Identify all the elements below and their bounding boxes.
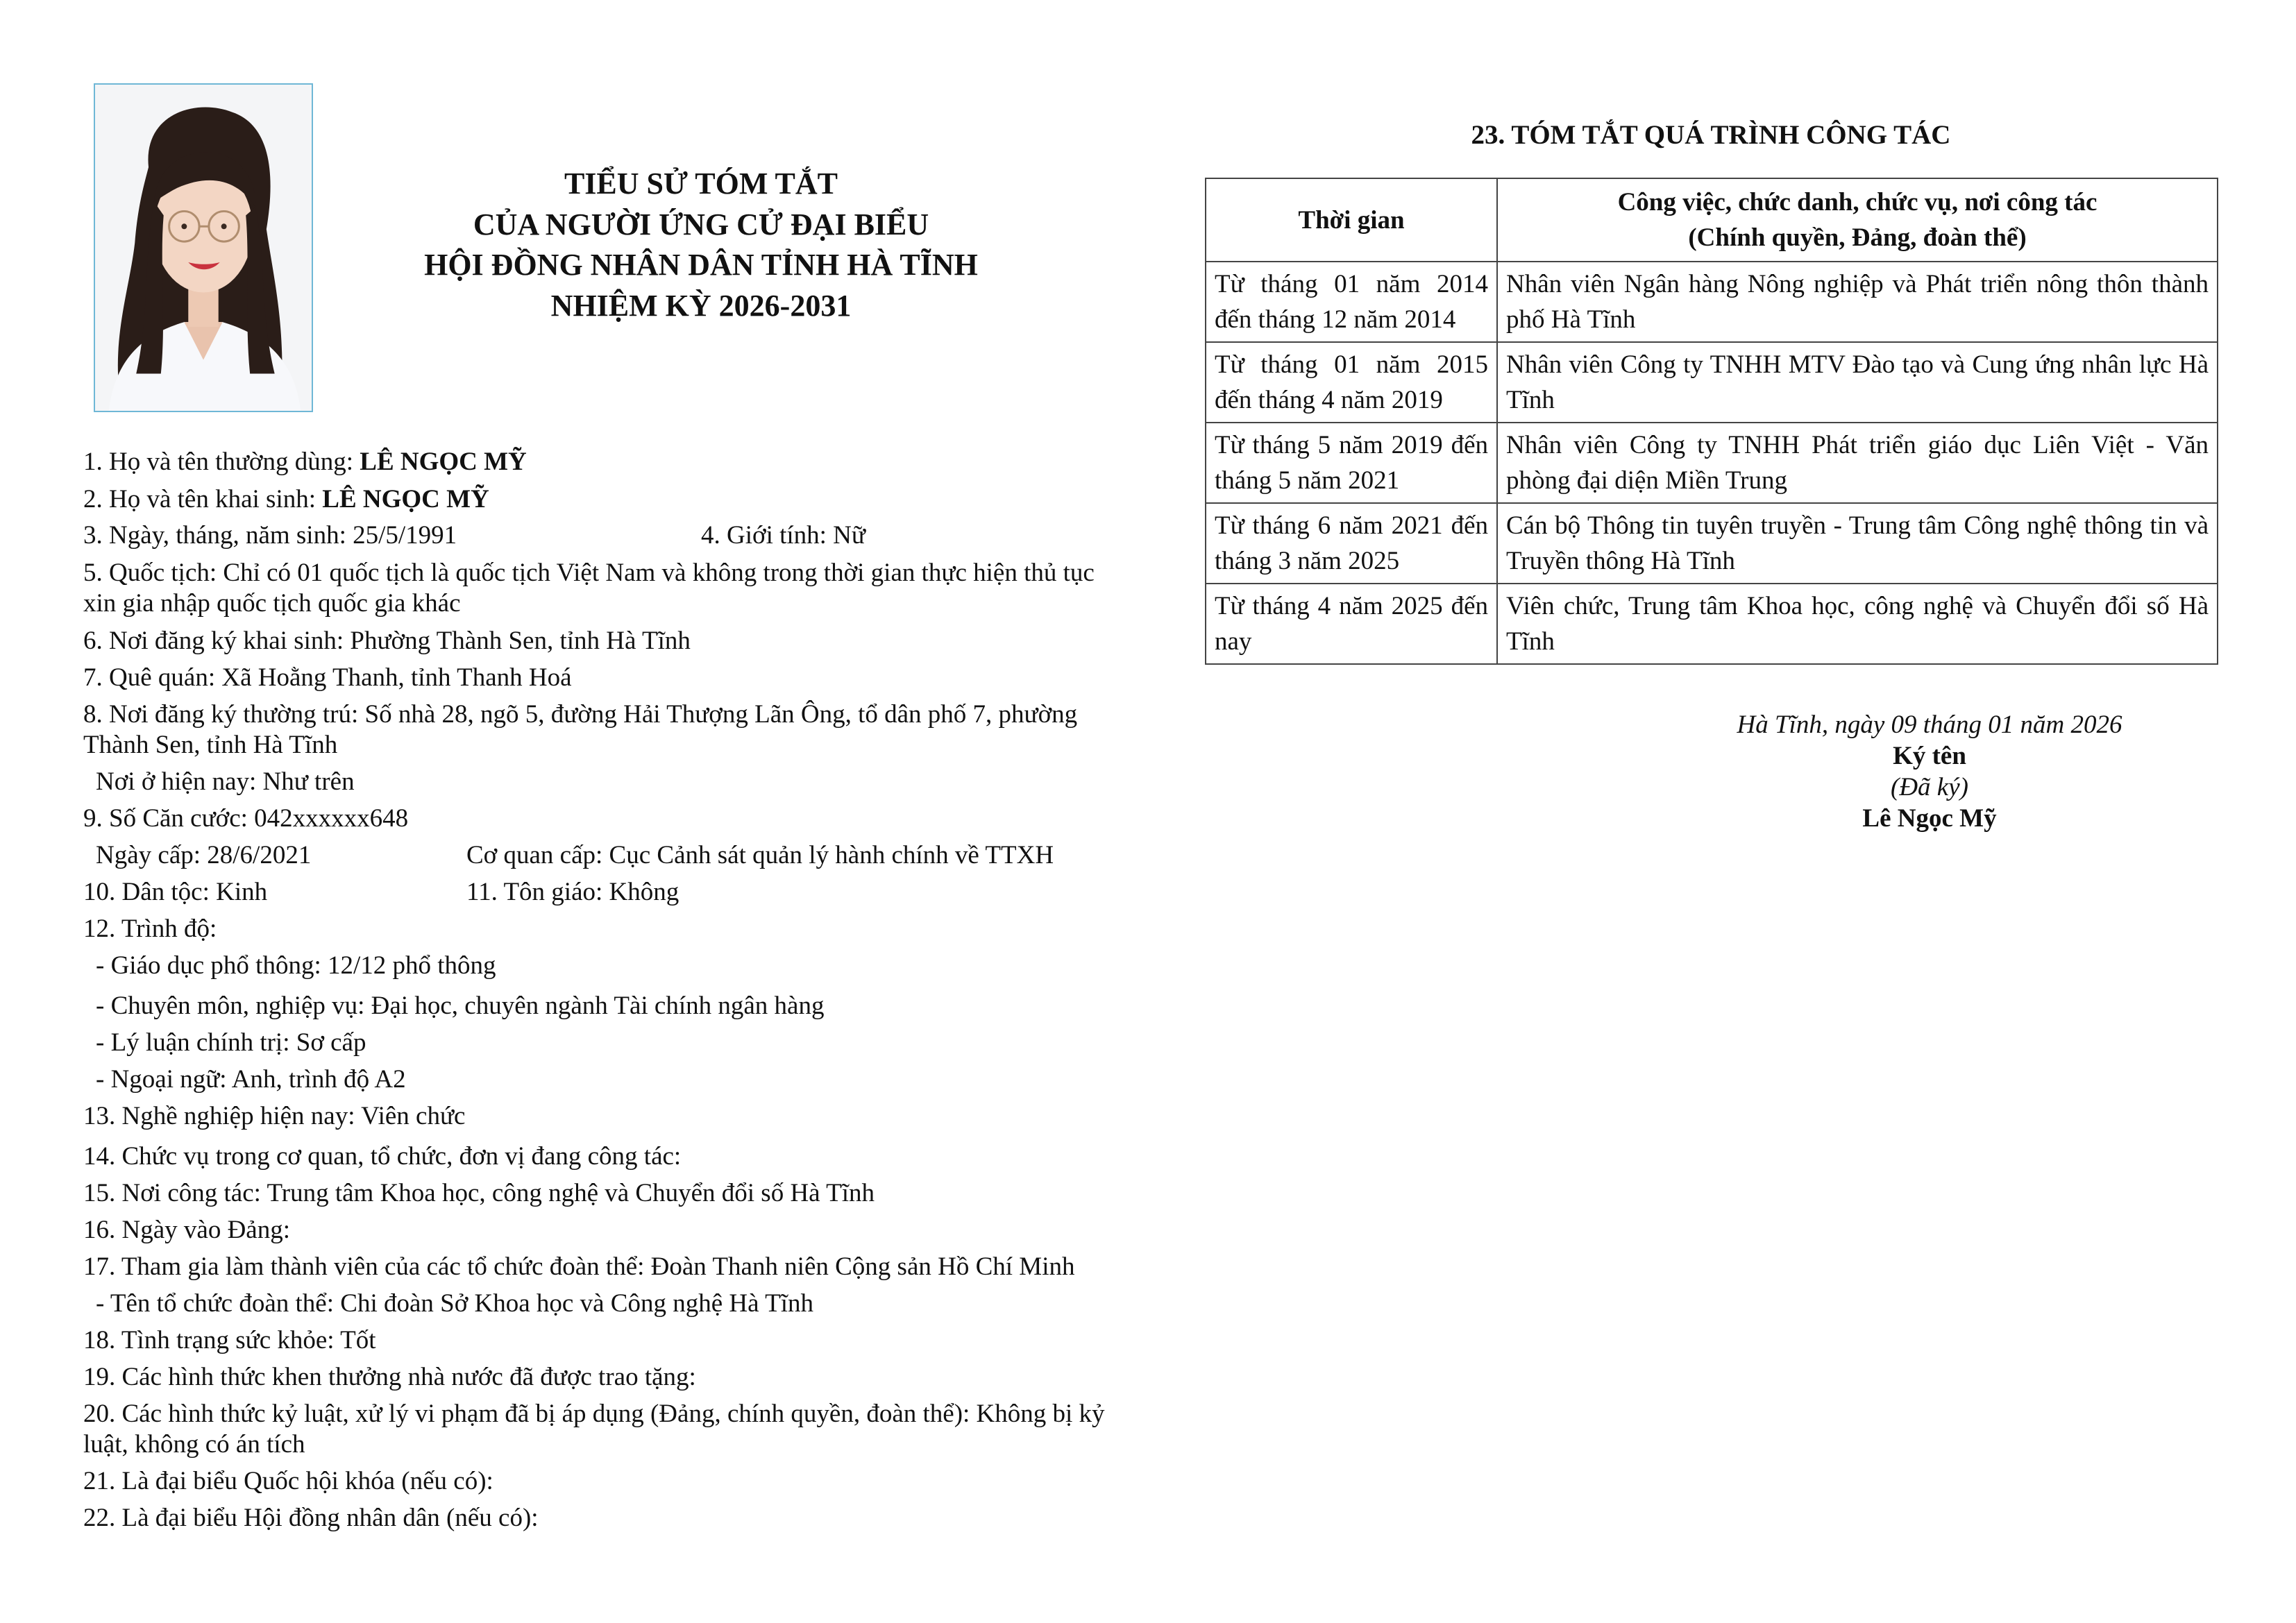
heading-line-1: TIỂU SỬ TÓM TẮT — [564, 167, 838, 201]
info-education-professional: - Chuyên môn, nghiệp vụ: Đại học, chuyên ngành Tài chính ngân hàng — [96, 992, 825, 1020]
info-religion: 11. Tôn giáo: Không — [466, 878, 679, 906]
info-common-name-value: LÊ NGỌC MỸ — [360, 448, 527, 476]
info-dob: 3. Ngày, tháng, năm sinh: 25/5/1991 — [83, 521, 457, 550]
signature-place-date: Hà Tĩnh, ngày 09 tháng 01 năm 2026 — [1737, 711, 2122, 739]
info-birth-name-value: LÊ NGỌC MỸ — [322, 485, 489, 513]
header-time: Thời gian — [1206, 178, 1497, 262]
row-job: Cán bộ Thông tin tuyên truyền - Trung tâm Công nghệ thông tin và Truyền thông Hà Tĩnh — [1497, 503, 2218, 584]
info-education-political: - Lý luận chính trị: Sơ cấp — [96, 1028, 366, 1057]
info-ethnicity: 10. Dân tộc: Kinh — [83, 878, 268, 906]
row-time: Từ tháng 6 năm 2021 đến tháng 3 năm 2025 — [1206, 503, 1497, 584]
info-gender: 4. Giới tính: Nữ — [701, 521, 866, 550]
row-job: Nhân viên Công ty TNHH MTV Đào tạo và Cung ứng nhân lực Hà Tĩnh — [1497, 342, 2218, 423]
table-row — [1206, 503, 2218, 584]
header-job-line-2: (Chính quyền, Đảng, đoàn thể) — [1688, 223, 2027, 252]
info-current-address: Nơi ở hiện nay: Như trên — [96, 767, 355, 796]
row-job: Nhân viên Ngân hàng Nông nghiệp và Phát triển nông thôn thành phố Hà Tĩnh — [1497, 262, 2218, 342]
info-education-general: - Giáo dục phổ thông: 12/12 phổ thông — [96, 951, 496, 980]
info-organization-name: - Tên tổ chức đoàn thể: Chi đoàn Sở Khoa học và Công nghệ Hà Tĩnh — [96, 1289, 813, 1318]
info-health: 18. Tình trạng sức khỏe: Tốt — [83, 1326, 376, 1354]
row-time: Từ tháng 4 năm 2025 đến nay — [1206, 584, 1497, 664]
info-education-language: - Ngoại ngữ: Anh, trình độ A2 — [96, 1065, 406, 1094]
info-id-issuer: Cơ quan cấp: Cục Cảnh sát quản lý hành chính về TTXH — [466, 841, 1054, 869]
table-row — [1206, 423, 2218, 503]
row-time: Từ tháng 01 năm 2014 đến tháng 12 năm 2014 — [1206, 262, 1497, 342]
signature-block — [1638, 709, 2221, 834]
info-occupation: 13. Nghề nghiệp hiện nay: Viên chức — [83, 1102, 466, 1130]
work-history-title: 23. TÓM TẮT QUÁ TRÌNH CÔNG TÁC — [1471, 120, 1951, 150]
row-job: Nhân viên Công ty TNHH Phát triển giáo dục Liên Việt - Văn phòng đại diện Miền Trung — [1497, 423, 2218, 503]
info-birth-name-label: 2. Họ và tên khai sinh: — [83, 485, 323, 513]
info-discipline: 20. Các hình thức kỷ luật, xử lý vi phạm đã bị áp dụng (Đảng, chính quyền, đoàn thể): Không bị kỷ luật, không có án tích — [83, 1400, 1105, 1459]
info-birth-name — [83, 484, 1124, 515]
document-heading — [361, 164, 1041, 326]
candidate-photo — [94, 83, 313, 412]
row-time: Từ tháng 5 năm 2019 đến tháng 5 năm 2021 — [1206, 423, 1497, 503]
row-time: Từ tháng 01 năm 2015 đến tháng 4 năm 2019 — [1206, 342, 1497, 423]
signature-status: (Đã ký) — [1891, 773, 1968, 801]
info-hometown: 7. Quê quán: Xã Hoằng Thanh, tỉnh Thanh Hoá — [83, 663, 572, 692]
info-id-issue-date: Ngày cấp: 28/6/2021 — [96, 841, 312, 869]
info-dob-row — [83, 520, 1124, 551]
info-id-row — [83, 840, 1124, 871]
signature-name: Lê Ngọc Mỹ — [1862, 804, 1997, 833]
table-row — [1206, 262, 2218, 342]
info-permanent-address: 8. Nơi đăng ký thường trú: Số nhà 28, ngõ 5, đường Hải Thượng Lãn Ông, tổ dân phố 7, phường Thành Sen, tỉnh Hà Tĩnh — [83, 700, 1078, 759]
heading-line-4: NHIỆM KỲ 2026-2031 — [550, 288, 852, 323]
row-job: Viên chức, Trung tâm Khoa học, công nghệ và Chuyển đổi số Hà Tĩnh — [1497, 584, 2218, 664]
header-job-line-1: Công việc, chức danh, chức vụ, nơi công tác — [1617, 188, 2097, 216]
info-nationality: 5. Quốc tịch: Chỉ có 01 quốc tịch là quốc tịch Việt Nam và không trong thời gian thực hiện thủ tục xin gia nhập quốc tịch quốc gia khác — [83, 559, 1095, 618]
heading-line-3: HỘI ĐỒNG NHÂN DÂN TỈNH HÀ TĨNH — [424, 248, 978, 282]
table-header-row — [1206, 178, 2218, 262]
info-birth-registration: 6. Nơi đăng ký khai sinh: Phường Thành Sen, tỉnh Hà Tĩnh — [83, 627, 691, 655]
info-position: 14. Chức vụ trong cơ quan, tổ chức, đơn vị đang công tác: — [83, 1142, 682, 1171]
table-row — [1206, 342, 2218, 423]
heading-line-2: CỦA NGƯỜI ỨNG CỬ ĐẠI BIỂU — [473, 207, 929, 241]
info-common-name-label: 1. Họ và tên thường dùng: — [83, 448, 360, 476]
info-national-assembly: 21. Là đại biểu Quốc hội khóa (nếu có): — [83, 1467, 493, 1495]
info-peoples-council: 22. Là đại biểu Hội đồng nhân dân (nếu có): — [83, 1504, 539, 1532]
info-id-number: 9. Số Căn cước: 042xxxxxx648 — [83, 804, 409, 833]
info-ethnic-row — [83, 877, 1124, 908]
info-organizations: 17. Tham gia làm thành viên của các tổ chức đoàn thể: Đoàn Thanh niên Cộng sản Hồ Chí Minh — [83, 1252, 1075, 1281]
personal-info — [83, 447, 1124, 1533]
info-party-date: 16. Ngày vào Đảng: — [83, 1216, 290, 1244]
signature-label: Ký tên — [1893, 742, 1966, 770]
header-job — [1497, 178, 2218, 262]
table-row — [1206, 584, 2218, 664]
info-common-name — [83, 447, 1124, 477]
info-awards: 19. Các hình thức khen thưởng nhà nước đã được trao tặng: — [83, 1363, 696, 1391]
info-education: 12. Trình độ: — [83, 915, 217, 943]
info-workplace: 15. Nơi công tác: Trung tâm Khoa học, công nghệ và Chuyển đổi số Hà Tĩnh — [83, 1179, 875, 1207]
work-history-table — [1205, 178, 2218, 665]
